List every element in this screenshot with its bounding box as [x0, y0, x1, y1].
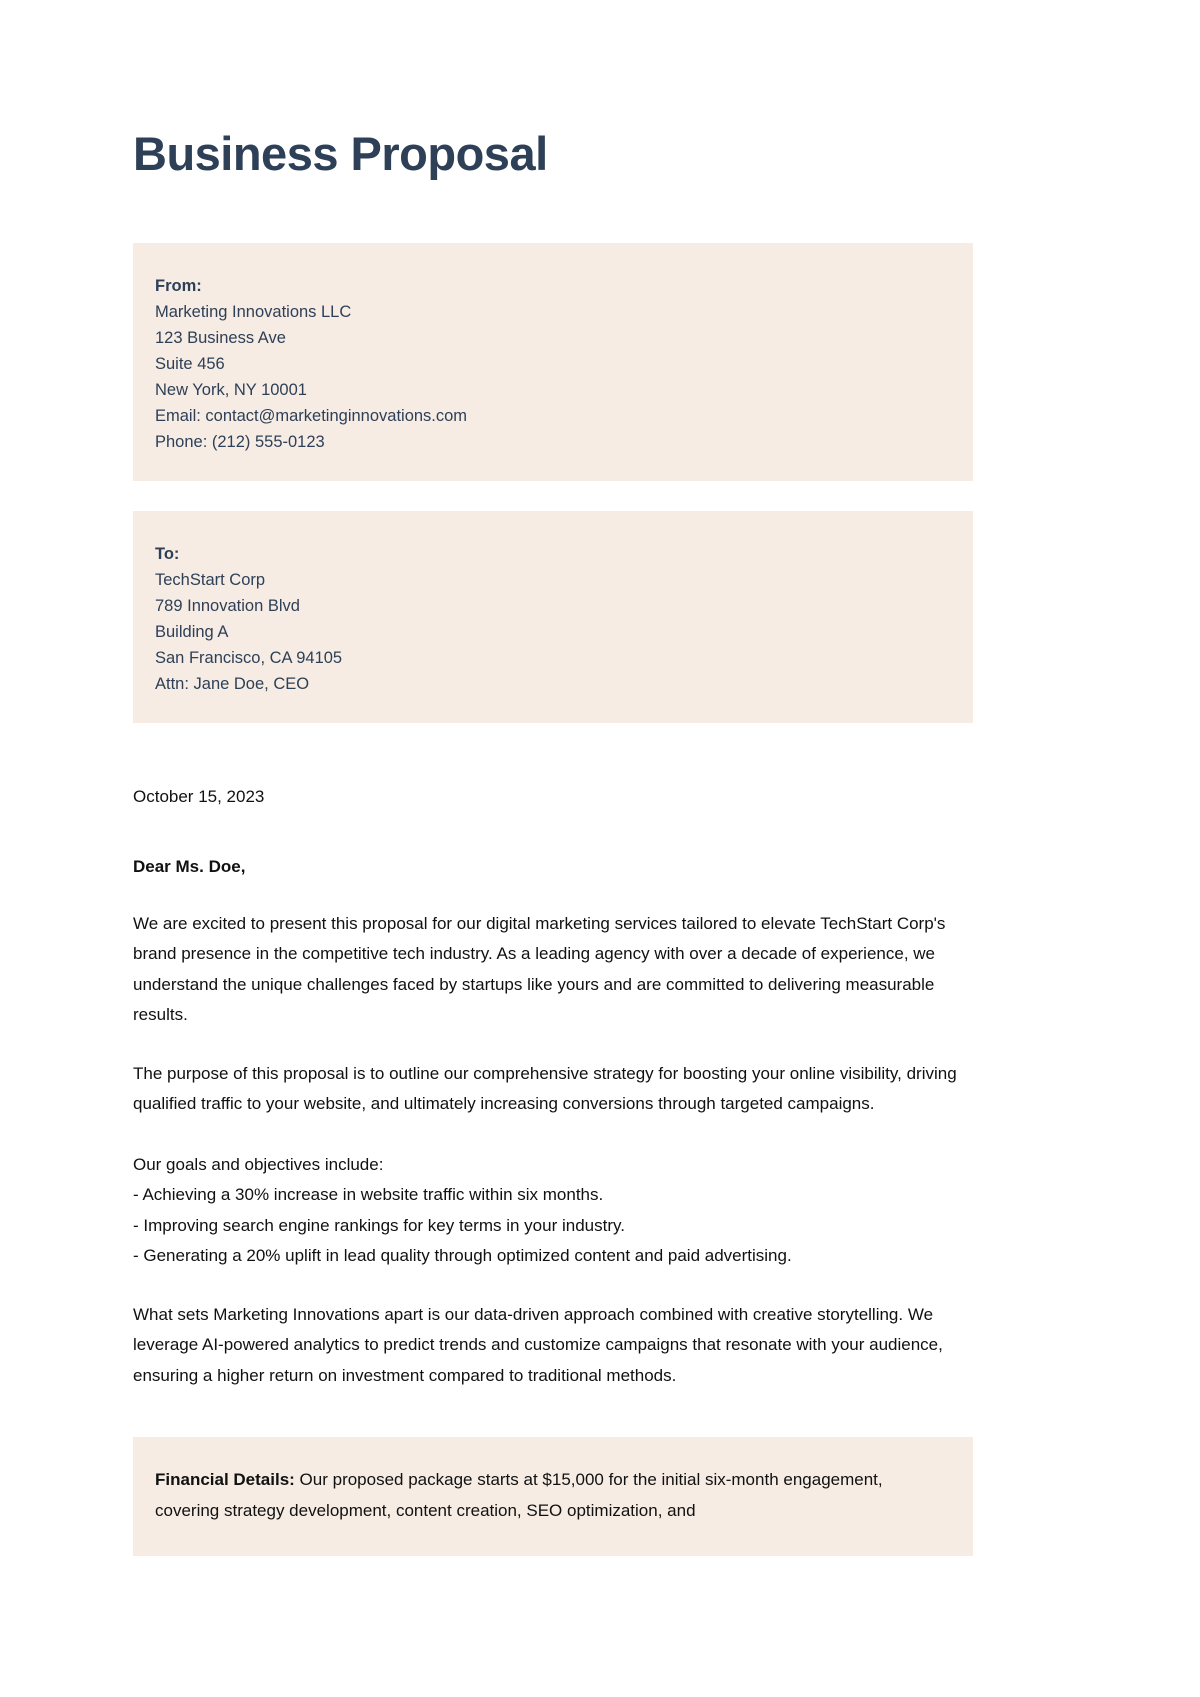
- list-item: - Improving search engine rankings for key terms in your industry.: [133, 1215, 625, 1235]
- sender-address-box: [133, 243, 973, 481]
- list-item: - Achieving a 30% increase in website traffic within six months.: [133, 1185, 604, 1205]
- sender-suite: Suite 456: [155, 354, 225, 373]
- financial-details-text: Our proposed package starts at $15,000 for the initial six-month engagement, covering strategy development, content creation, SEO optimization, and: [155, 1470, 883, 1520]
- document-date: October 15, 2023: [133, 786, 265, 806]
- purpose-paragraph: The purpose of this proposal is to outline our comprehensive strategy for boosting your online visibility, driving qualified traffic to your website, and ultimately increasing conversions through targeted campaigns.: [133, 1063, 957, 1114]
- recipient-address-box: [133, 511, 973, 723]
- differentiator-paragraph: What sets Marketing Innovations apart is our data-driven approach combined with creative storytelling. We leverage AI-powered analytics to predict trends and customize campaigns that resonate with your audience, ensuring a higher return on investment compared to traditional methods.: [133, 1304, 943, 1385]
- goals-intro: Our goals and objectives include:: [133, 1154, 384, 1174]
- salutation: Dear Ms. Doe,: [133, 856, 246, 876]
- page-title: Business Proposal: [133, 127, 548, 180]
- document-content-column: [133, 0, 973, 1556]
- financial-details-box: [133, 1437, 973, 1556]
- recipient-city-state-zip: San Francisco, CA 94105: [155, 648, 343, 667]
- sender-company: Marketing Innovations LLC: [155, 302, 352, 321]
- sender-label: From:: [155, 276, 202, 295]
- sender-city-state-zip: New York, NY 10001: [155, 380, 307, 399]
- sender-phone: Phone: (212) 555-0123: [155, 432, 325, 451]
- sender-street: 123 Business Ave: [155, 328, 286, 347]
- recipient-label: To:: [155, 544, 180, 563]
- financial-details-label: Financial Details:: [155, 1470, 295, 1490]
- recipient-company: TechStart Corp: [155, 570, 266, 589]
- goals-and-objectives-list: [133, 1150, 973, 1272]
- recipient-attention: Attn: Jane Doe, CEO: [155, 674, 310, 693]
- intro-paragraph: We are excited to present this proposal for our digital marketing services tailored to elevate TechStart Corp's brand presence in the competitive tech industry. As a leading agency with over a decade of experience, we understand the unique challenges faced by startups like yours and are committed to delivering measurable results.: [133, 913, 946, 1025]
- sender-email: Email: contact@marketinginnovations.com: [155, 406, 468, 425]
- recipient-street: 789 Innovation Blvd: [155, 596, 300, 615]
- recipient-building: Building A: [155, 622, 229, 641]
- list-item: - Generating a 20% uplift in lead quality through optimized content and paid advertising.: [133, 1246, 792, 1266]
